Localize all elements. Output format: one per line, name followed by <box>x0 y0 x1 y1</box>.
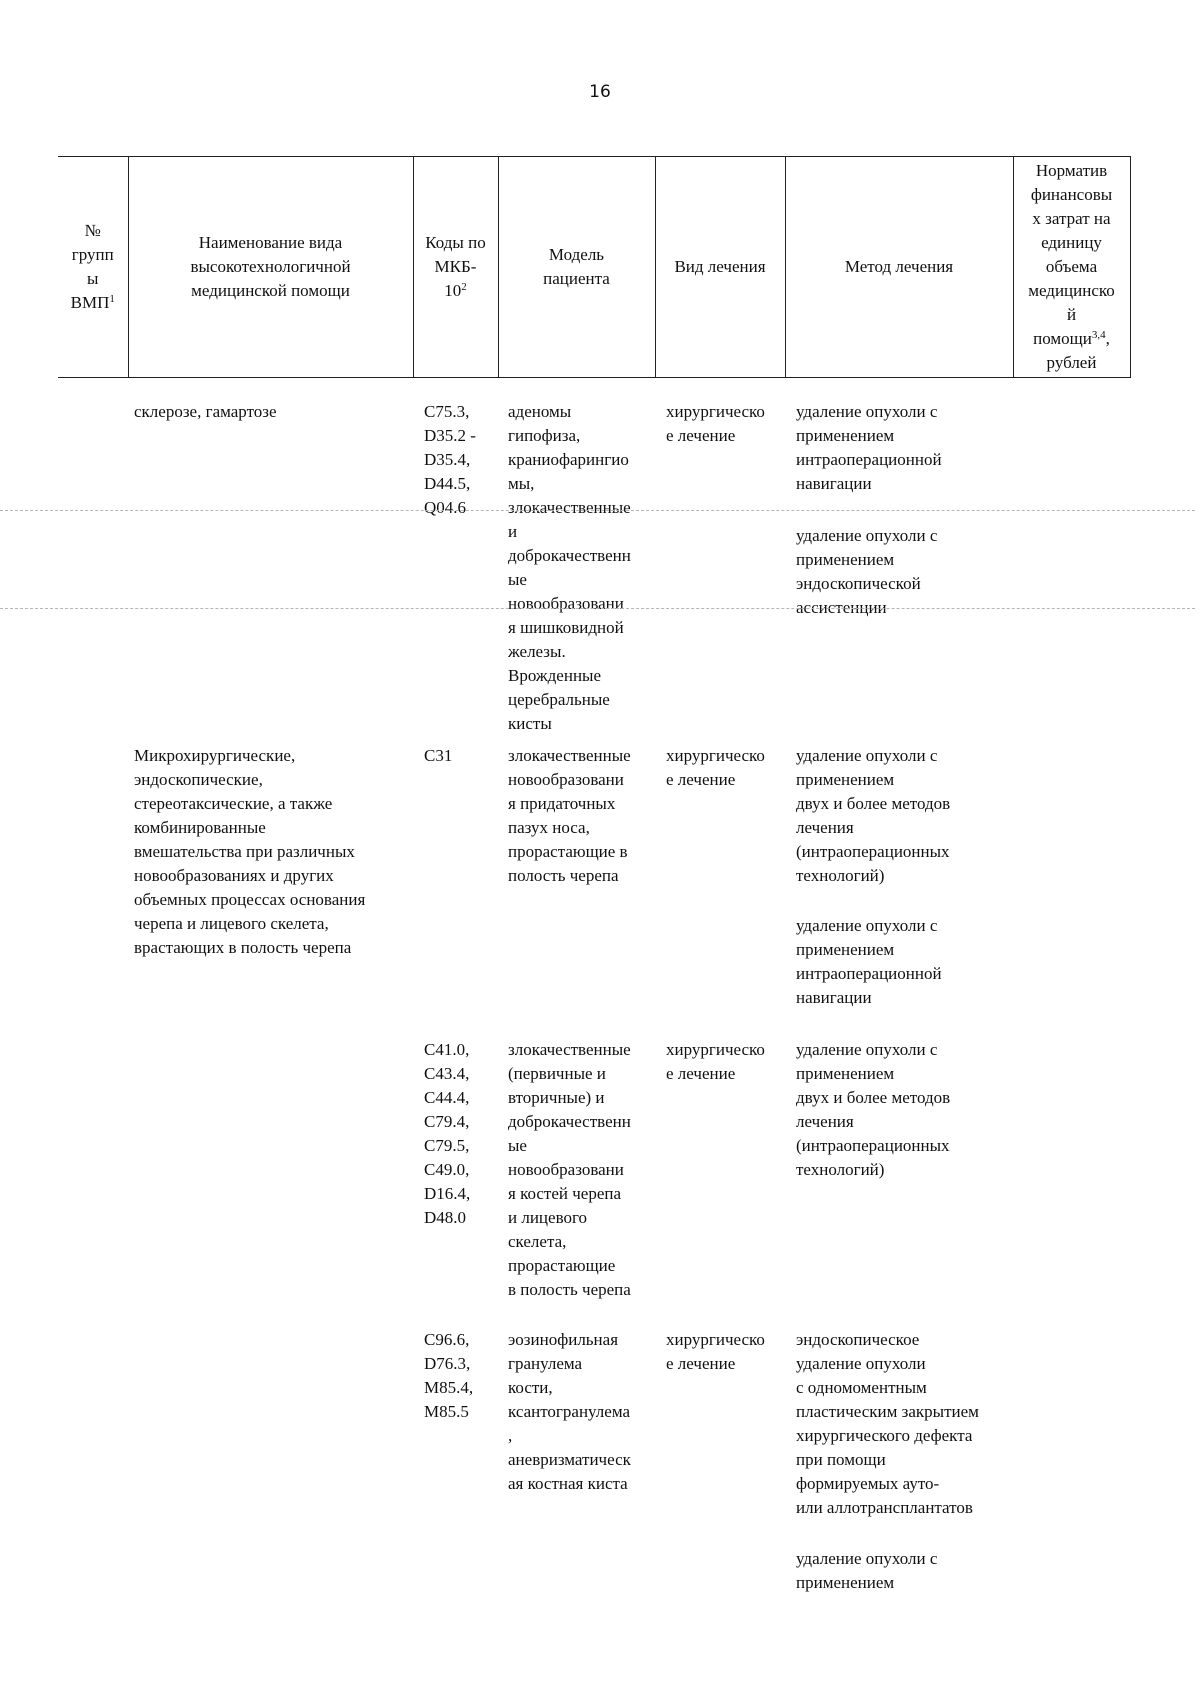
dashed-separator <box>0 510 1195 511</box>
header-group-number: № групп ы ВМП$^1$ <box>58 157 128 378</box>
row1-treatment-type: хирургическо е лечение <box>666 402 765 445</box>
row2-method-1: удаление опухоли с применением двух и более методов лечения (интраоперационных технологий) <box>796 746 951 885</box>
row1-care-name: склерозе, гамартозе <box>134 402 277 421</box>
row2-patient-model: злокачественные новообразовани я придаточных пазух носа, прорастающие в полость черепа <box>508 746 631 885</box>
row4-treatment-type: хирургическо е лечение <box>666 1330 765 1373</box>
row2-care-name: Микрохирургические, эндоскопические, стереотаксические, а также комбинированные вмешательства при различных новообразованиях и других объемных процессах основания черепа и лицевого скелета, врастающих в полость черепа <box>134 746 366 957</box>
row2-icd-codes: C31 <box>424 746 453 765</box>
row2-method-2: удаление опухоли с применением интраоперационной навигации <box>796 916 942 1007</box>
header-patient-model: Модель пациента <box>498 157 655 378</box>
row1-icd-codes: C75.3, D35.2 - D35.4, D44.5, Q04.6 <box>424 402 476 517</box>
header-icd-codes: Коды по МКБ- $10^2$ <box>413 157 498 378</box>
table-header <box>58 156 1131 378</box>
header-treatment-method: Метод лечения <box>785 157 1013 378</box>
row1-method-2: удаление опухоли с применением эндоскопической ассистенции <box>796 526 938 617</box>
row3-patient-model: злокачественные (первичные и вторичные) и доброкачественн ые новообразовани я костей черепа и лицевого скелета, прорастающие в полость черепа <box>508 1040 631 1299</box>
row2-treatment-type: хирургическо е лечение <box>666 746 765 789</box>
row4-method-1: эндоскопическое удаление опухоли с одномоментным пластическим закрытием хирургического дефекта при помощи формируемых ауто- или аллотрансплантатов <box>796 1330 979 1517</box>
page-number: 16 <box>589 82 611 102</box>
row1-method-1: удаление опухоли с применением интраоперационной навигации <box>796 402 942 493</box>
row1-patient-model: аденомы гипофиза, краниофарингио мы, злокачественные и доброкачественн ые новообразовани я шишковидной железы. Врожденные церебральные кисты <box>508 402 631 733</box>
row4-patient-model: эозинофильная гранулема кости, ксантогранулема , аневризматическ ая костная киста <box>508 1330 631 1493</box>
row4-icd-codes: C96.6, D76.3, M85.4, M85.5 <box>424 1330 474 1421</box>
header-cost-standard: Норматив финансовы х затрат на единицу объема медицинско й помощи$^{3,4}$, рублей <box>1013 157 1130 378</box>
row4-method-2: удаление опухоли с применением <box>796 1549 938 1592</box>
row3-treatment-type: хирургическо е лечение <box>666 1040 765 1083</box>
row3-icd-codes: C41.0, C43.4, C44.4, C79.4, C79.5, C49.0, D16.4, D48.0 <box>424 1040 471 1227</box>
row3-method-1: удаление опухоли с применением двух и более методов лечения (интраоперационных технологий) <box>796 1040 951 1179</box>
dashed-separator <box>0 608 1195 609</box>
header-care-type: Наименование вида высокотехнологичной медицинской помощи <box>128 157 413 378</box>
header-treatment-type: Вид лечения <box>655 157 785 378</box>
